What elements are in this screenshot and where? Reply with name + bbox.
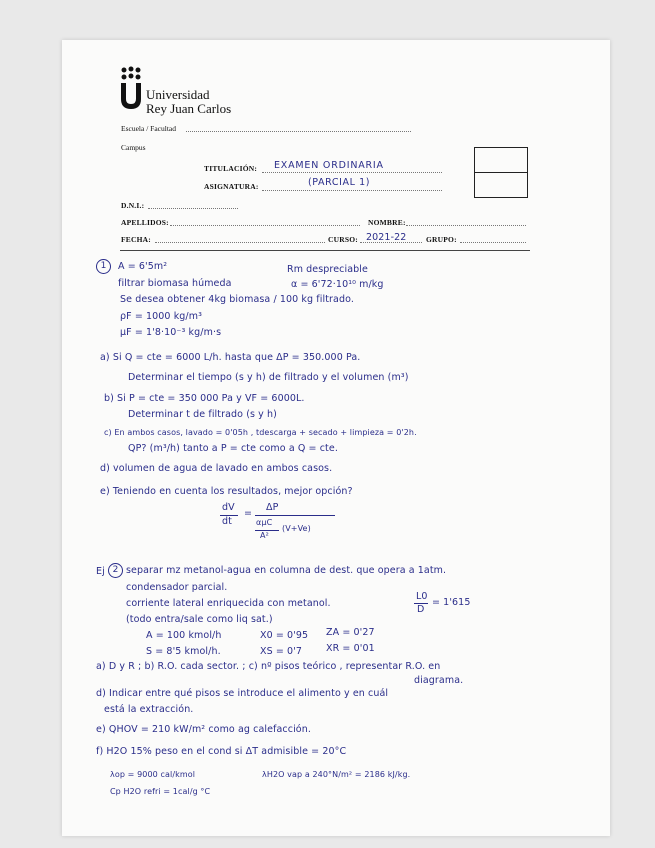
grupo-field[interactable] — [460, 242, 526, 243]
p1-line: Rm despreciable — [287, 264, 368, 275]
p1-line: c) En ambos casos, lavado = 0'05h , tdescarga + secado + limpieza = 0'2h. — [104, 428, 417, 437]
p2-line: A = 100 kmol/h — [146, 630, 222, 641]
problem1-number: 1 — [96, 259, 111, 274]
dni-field[interactable] — [148, 208, 238, 209]
asignatura-label: ASIGNATURA: — [204, 182, 259, 191]
p2-line: corriente lateral enriquecida con metanol. — [126, 598, 331, 609]
titulacion-label: TITULACIÓN: — [204, 164, 258, 173]
p2-line: f) H2O 15% peso en el cond si ΔT admisible = 20°C — [96, 746, 347, 757]
p2-line: XR = 0'01 — [326, 643, 375, 654]
problem2-number: 2 — [108, 563, 123, 578]
problem2-prefix: Ej — [96, 566, 105, 577]
ratio-value: = 1'615 — [432, 597, 471, 608]
header-divider — [120, 250, 530, 251]
p2-line: separar mz metanol-agua en columna de dest. que opera a 1atm. — [126, 565, 447, 576]
p1-line: e) Teniendo en cuenta los resultados, mejor opción? — [100, 486, 353, 497]
p2-line: λop = 9000 cal/kmol — [110, 770, 196, 779]
p2-line: a) D y R ; b) R.O. cada sector. ; c) nº pisos teórico , representar R.O. en — [96, 661, 441, 672]
p1-line: Determinar t de filtrado (s y h) — [128, 409, 277, 420]
titulacion-value: EXAMEN ORDINARIA — [274, 160, 384, 171]
p1-line: a) Si Q = cte = 6000 L/h. hasta que ΔP = 350.000 Pa. — [100, 352, 361, 363]
p1-line: b) Si P = cte = 350 000 Pa y VF = 6000L. — [104, 393, 305, 404]
ratio-den: D — [417, 604, 425, 615]
curso-label: CURSO: — [328, 235, 358, 244]
p1-line: d) volumen de agua de lavado en ambos casos. — [100, 463, 333, 474]
formula-lhs-den: dt — [222, 516, 232, 527]
formula-rhs-den1: αμC — [256, 518, 273, 527]
grupo-label: GRUPO: — [426, 235, 457, 244]
nombre-label: NOMBRE: — [368, 218, 406, 227]
fecha-label: FECHA: — [121, 235, 151, 244]
campus-label: Campus — [121, 143, 146, 152]
p1-line: μF = 1'8·10⁻³ kg/m·s — [120, 327, 222, 338]
asignatura-field[interactable] — [262, 190, 442, 191]
university-logo — [118, 66, 144, 115]
apellidos-label: APELLIDOS: — [121, 218, 169, 227]
formula-rhs-bar — [255, 515, 335, 516]
grade-box-bottom — [474, 172, 528, 198]
p2-line: condensador parcial. — [126, 582, 228, 593]
university-name — [146, 88, 231, 116]
formula-rhs-tail: (V+Ve) — [282, 524, 311, 533]
p2-line: S = 8'5 kmol/h. — [146, 646, 221, 657]
escuela-label: Escuela / Facultad — [121, 124, 176, 133]
p2-line: XS = 0'7 — [260, 646, 303, 657]
p2-line: λH2O vap a 240°N/m² = 2186 kJ/kg. — [262, 770, 411, 779]
university-name-line1: Universidad — [146, 87, 210, 102]
p1-line: Determinar el tiempo (s y h) de filtrado y el volumen (m³) — [128, 372, 409, 383]
curso-value: 2021-22 — [366, 232, 407, 243]
formula-rhs-num: ΔP — [266, 502, 279, 513]
p1-line: A = 6'5m² — [118, 261, 168, 272]
p2-line: (todo entra/sale como liq sat.) — [126, 614, 273, 625]
nombre-field[interactable] — [406, 225, 526, 226]
p1-line: QP? (m³/h) tanto a P = cte como a Q = cte. — [128, 443, 338, 454]
grade-box-top — [474, 147, 528, 173]
ratio-num: L0 — [416, 591, 428, 602]
formula-rhs-den2: A² — [260, 531, 269, 540]
p2-line: X0 = 0'95 — [260, 630, 309, 641]
escuela-field[interactable] — [186, 131, 411, 132]
p2-line: Cp H2O refri = 1cal/g °C — [110, 787, 211, 796]
apellidos-field[interactable] — [170, 225, 360, 226]
formula-lhs-num: dV — [222, 502, 235, 513]
p2-line: está la extracción. — [104, 704, 194, 715]
p1-line: ρF = 1000 kg/m³ — [120, 311, 202, 322]
p1-line: filtrar biomasa húmeda — [118, 278, 232, 289]
p2-line: diagrama. — [414, 675, 464, 686]
dni-label: D.N.I.: — [121, 201, 145, 210]
p2-line: e) QHOV = 210 kW/m² como ag calefacción. — [96, 724, 311, 735]
fecha-field[interactable] — [155, 242, 325, 243]
p1-line: Se desea obtener 4kg biomasa / 100 kg filtrado. — [120, 294, 354, 305]
university-name-line2: Rey Juan Carlos — [146, 101, 232, 116]
asignatura-value: (PARCIAL 1) — [308, 177, 371, 188]
titulacion-field[interactable] — [262, 172, 442, 173]
p2-line: d) Indicar entre qué pisos se introduce el alimento y en cuál — [96, 688, 389, 699]
p2-line: ZA = 0'27 — [326, 627, 375, 638]
p1-line: α = 6'72·10¹⁰ m/kg — [291, 279, 384, 290]
